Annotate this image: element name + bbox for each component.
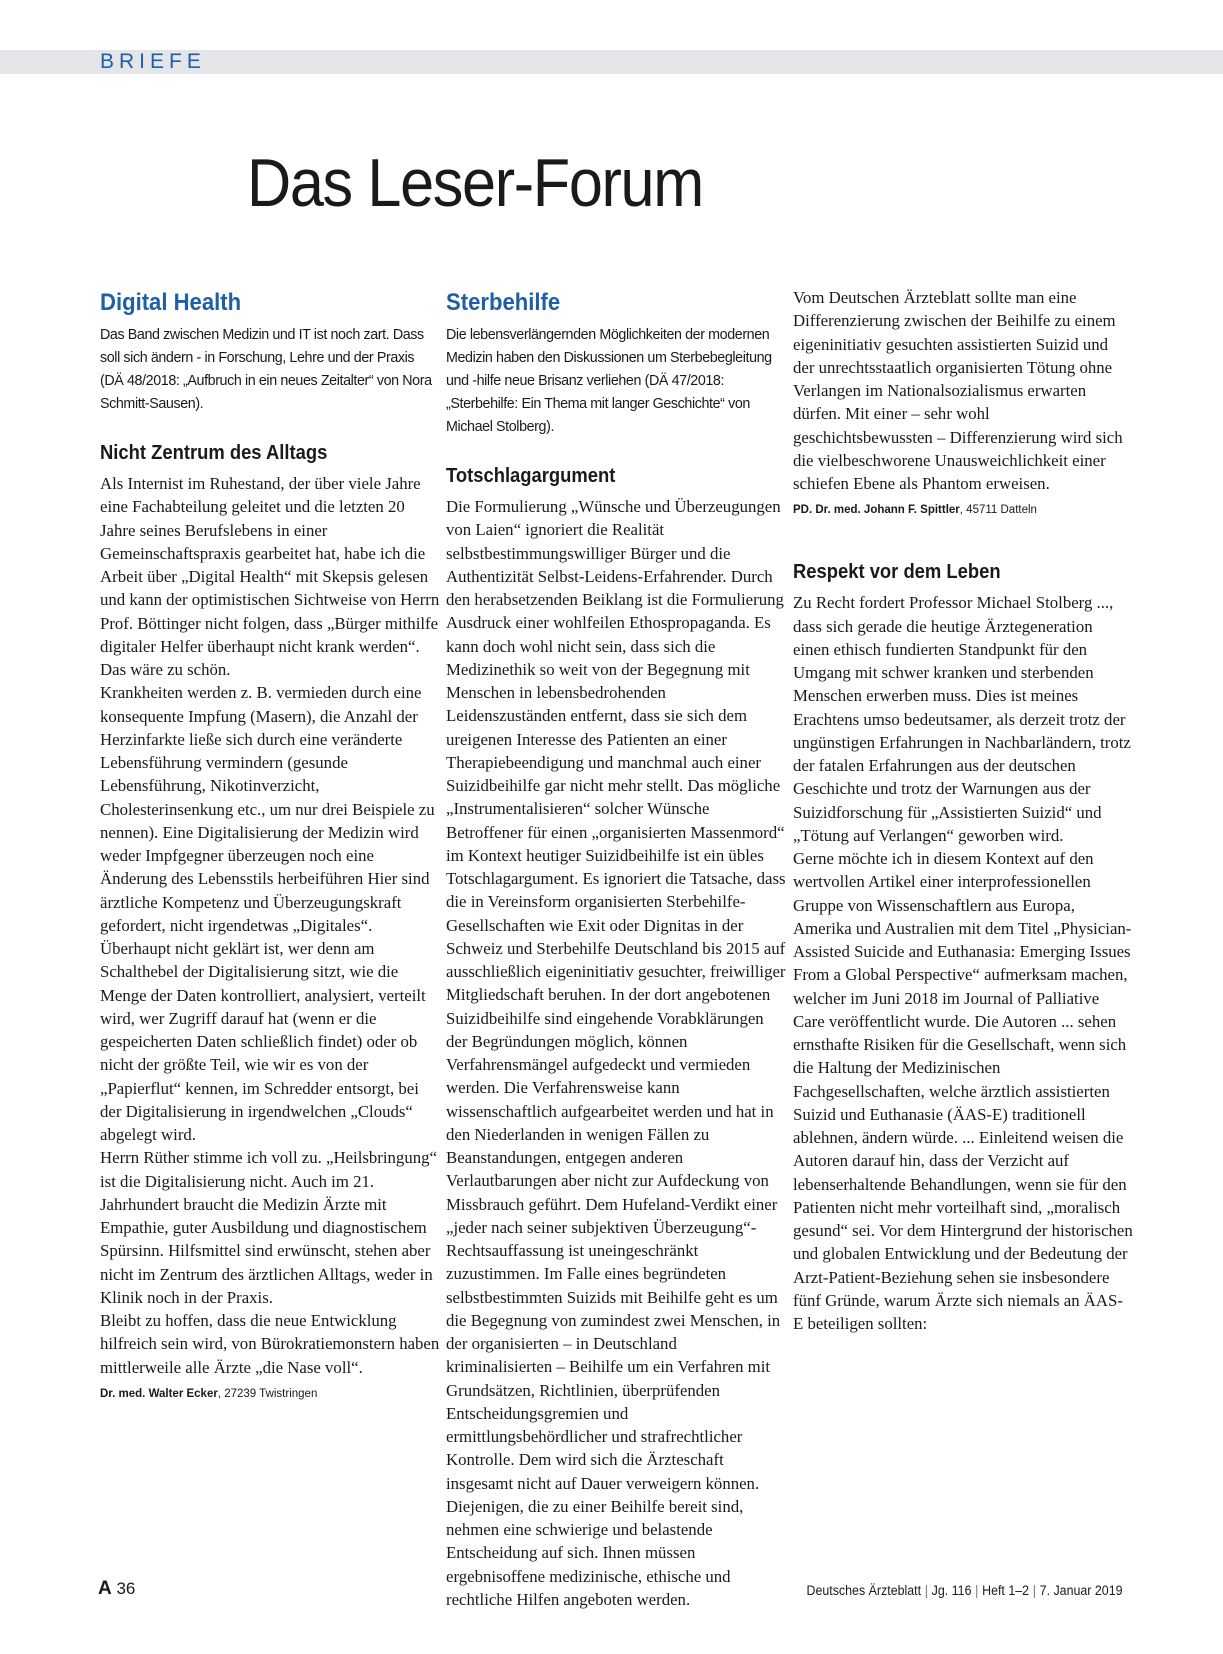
page-letter: A [98, 1578, 112, 1599]
separator: | [925, 1583, 929, 1598]
topic-heading-digital-health: Digital Health [100, 289, 242, 316]
author-place: , 27239 Twistringen [217, 1387, 318, 1400]
section-label: BRIEFE [100, 50, 206, 73]
page-number-value: 36 [116, 1579, 136, 1598]
letter-body: Als Internist im Ruhestand, der über viele Jahre eine Fachabteilung geleitet und die letzten 20 Jahre seines Berufslebens in einer Gemeinschaftspraxis gearbeitet hat, habe ich die Arbeit über „Digital Health“ mit Skepsis gelesen und kann der optimistischen Sichtweise von Herrn Prof. Böttinger nicht folgen, dass „Bürger mithilfe digitaler Helfer überhaupt nicht krank werden“. Das wäre zu schön. Krankheiten werden z. B. vermieden durch eine konsequente Impfung (Masern), die Anzahl der Herzinfarkte ließe sich durch eine veränderte Lebensführung vermindern (gesunde Lebensführung, Nikotinverzicht, Cholesterinsenkung etc., um nur drei Beispiele zu nennen). Eine Digitalisierung der Medizin wird weder Impfgegner überzeugen noch eine Änderung des Lebensstils herbeiführen Hier sind ärztliche Kompetenz und Überzeugungskraft gefordert, nicht irgendetwas „Digitales“. Überhaupt nicht geklärt ist, wer denn am Schalthebel der Digitalisierung sitzt, wie die Menge der Daten kontrolliert, analysiert, verteilt wird, wer Zugriff darauf hat (wenn er die gespeicherten Daten schließlich findet) oder ob nicht der größte Teil, wie wir es von der „Papierflut“ kennen, im Schredder entsorgt, bei der Digitalisierung in irgendwelchen „Clouds“ abgelegt wird. Herrn Rüther stimme ich voll zu. „Heilsbringung“ ist die Digitalisierung nicht. Auch im 21. Jahrhundert braucht die Medizin Ärzte mit Empathie, guter Ausbildung und diagnostischem Spürsinn. Hilfsmittel sind erwünscht, stehen aber nicht im Zentrum des ärztlichen Alltags, weder in Klinik noch in der Praxis. Bleibt zu hoffen, dass die neue Entwicklung hilfreich sein wird, von Bürokratiemonstern haben mittlerweile alle Ärzte „die Nase voll“. [100, 474, 440, 1377]
journal-name: Deutsches Ärzteblatt [806, 1583, 922, 1598]
footer-citation [807, 1581, 1123, 1601]
page-title: Das Leser-Forum [247, 145, 703, 221]
journal-volume: Jg. 116 [932, 1583, 972, 1598]
page-number [98, 1578, 135, 1600]
author-name: Dr. med. Walter Ecker [100, 1387, 218, 1400]
letter-body: Die Formulierung „Wünsche und Überzeugungen von Laien“ ignoriert die Realität selbstbestimmungswilliger Bürger und die Authentizität Selbst-Leidens-Erfahrender. Durch den herabsetzenden Beiklang ist die Formulierung Ausdruck einer wohlfeilen Ethospropaganda. Es kann doch wohl nicht sein, dass sich die Medizinethik so weit von der Begegnung mit Menschen in lebensbedrohenden Leidenszuständen entfernt, dass sie sich dem ureigenen Interesse des Patienten an einer Therapiebeendigung und manchmal auch einer Suizidbeihilfe gar nicht mehr stellt. Das mögliche „Instrumentalisieren“ solcher Wünsche Betroffener für einen „organisierten Massenmord“ im Kontext heutiger Suizidbeihilfe ist ein übles Totschlagargument. Es ignoriert die Tatsache, dass die in Vereinsform organisierten Sterbehilfe-Gesellschaften wie Exit oder Dignitas in der Schweiz und Sterbehilfe Deutschland bis 2015 auf ausschließlich eigeninitiativ gesuchter, freiwilliger Mitgliedschaft beruhen. In der dort angebotenen Suizidbeihilfe sind eingehende Vorabklärungen der Begründungen möglich, können Verfahrensmängel aufgedeckt und vermieden werden. Die Verfahrensweise kann wissenschaftlich aufgearbeitet werden und hat in den Niederlanden in wenigen Fällen zu Beanstandungen, entgegen anderen Verlautbarungen aber nicht zur Aufdeckung von Missbrauch geführt. Dem Hufeland-Verdikt einer „jeder nach seiner subjektiven Überzeugung“-Rechtsauffassung ist uneingeschränkt zuzustimmen. Im Falle eines begründeten selbstbestimmten Suizids mit Beihilfe geht es um die Begegnung von zumindest zwei Menschen, in der organisierten – in Deutschland kriminalisierten – Beihilfe um ein Verfahren mit Grundsätzen, Richtlinien, überprüfenden Entscheidungsgremien und ermittlungsbehördlicher und strafrechtlicher Kontrolle. Dem wird sich die Ärzteschaft insgesamt nicht auf Dauer verweigern können. Diejenigen, die zu einer Beihilfe bereit sind, nehmen eine schwierige und belastende Entscheidung auf sich. Ihnen müssen ergebnisoffene medizinische, ethische und rechtliche Hilfen angeboten werden. [446, 497, 786, 1609]
letter-author [793, 501, 1133, 519]
author-name: PD. Dr. med. Johann F. Spittler [793, 504, 960, 517]
journal-issue: Heft 1–2 [982, 1583, 1030, 1598]
column-2 [446, 288, 786, 1611]
letter-heading: Respekt vor dem Leben [793, 561, 1001, 584]
letter-heading: Totschlagargument [446, 465, 616, 487]
column-3 [793, 286, 1133, 1335]
journal-date: 7. Januar 2019 [1040, 1583, 1123, 1598]
letter-author [100, 1385, 440, 1403]
column-1 [100, 288, 440, 1403]
letter-body: Zu Recht fordert Professor Michael Stolberg ..., dass sich gerade die heutige Ärztegeneration einen ethisch fundierten Standpunkt für den Umgang mit schwer kranken und sterbenden Menschen erwerben muss. Dies ist meines Erachtens umso bedeutsamer, als derzeit trotz der ungünstigen Erfahrungen in Nachbarländern, trotz der fatalen Erfahrungen aus der deutschen Geschichte und trotz der Warnungen aus der Suizidforschung für „Assistierten Suizid“ und „Tötung auf Verlangen“ geworben wird. Gerne möchte ich in diesem Kontext auf den wertvollen Artikel einer interprofessionellen Gruppe von Wissenschaftlern aus Europa, Amerika und Australien mit dem Titel „Physician-Assisted Suicide and Euthanasia: Emerging Issues From a Global Perspective“ aufmerksam machen, welcher im Juni 2018 im Journal of Palliative Care veröffentlicht wurde. Die Autoren ... sehen ernsthafte Risiken für die Gesellschaft, wenn sich die Haltung der Medizinischen Fachgesellschaften, welche ärztlich assistierten Suizid und Euthanasie (ÄAS-E) traditionell ablehnen, ändern würde. ... Einleitend weisen die Autoren darauf hin, dass der Verzicht auf lebenserhaltende Behandlungen, wenn sie für den Patienten nicht mehr vorteilhaft sind, „moralisch gesund“ sei. Vor dem Hintergrund der historischen und globalen Entwicklung und der Bedeutung der Arzt-Patient-Beziehung sehen sie insbesondere fünf Gründe, warum Ärzte sich niemals an ÄAS-E beteiligen sollten: [793, 593, 1133, 1333]
separator: | [1033, 1583, 1037, 1598]
author-place: , 45711 Datteln [959, 504, 1037, 517]
topic-heading-sterbehilfe: Sterbehilfe [446, 289, 561, 316]
topic-intro: Das Band zwischen Medizin und IT ist noch zart. Dass soll sich ändern - in Forschung, Lehre und der Praxis (DÄ 48/2018: „Aufbruch in ein neues Zeitalter“ von Nora Schmitt-Sausen). [100, 327, 432, 412]
topic-intro: Die lebensverlängernden Möglichkeiten der modernen Medizin haben den Diskussionen um Sterbebegleitung und -hilfe neue Brisanz verliehen (DÄ 47/2018: „Sterbehilfe: Ein Thema mit langer Geschichte“ von Michael Stolberg). [446, 327, 772, 435]
separator: | [975, 1583, 979, 1598]
letter-body-continued: Vom Deutschen Ärzteblatt sollte man eine Differenzierung zwischen der Beihilfe zu einem eigeninitiativ gesuchten assistierten Suizid und der unrechtsstaatlich organisierten Tötung ohne Verlangen im Nationalsozialismus erwarten dürfen. Mit einer – sehr wohl geschichtsbewussten – Differenzierung wird sich die vielbeschworene Unausweichlichkeit einer schiefen Ebene als Phantom erweisen. [793, 288, 1123, 493]
letter-heading: Nicht Zentrum des Alltags [100, 442, 328, 464]
